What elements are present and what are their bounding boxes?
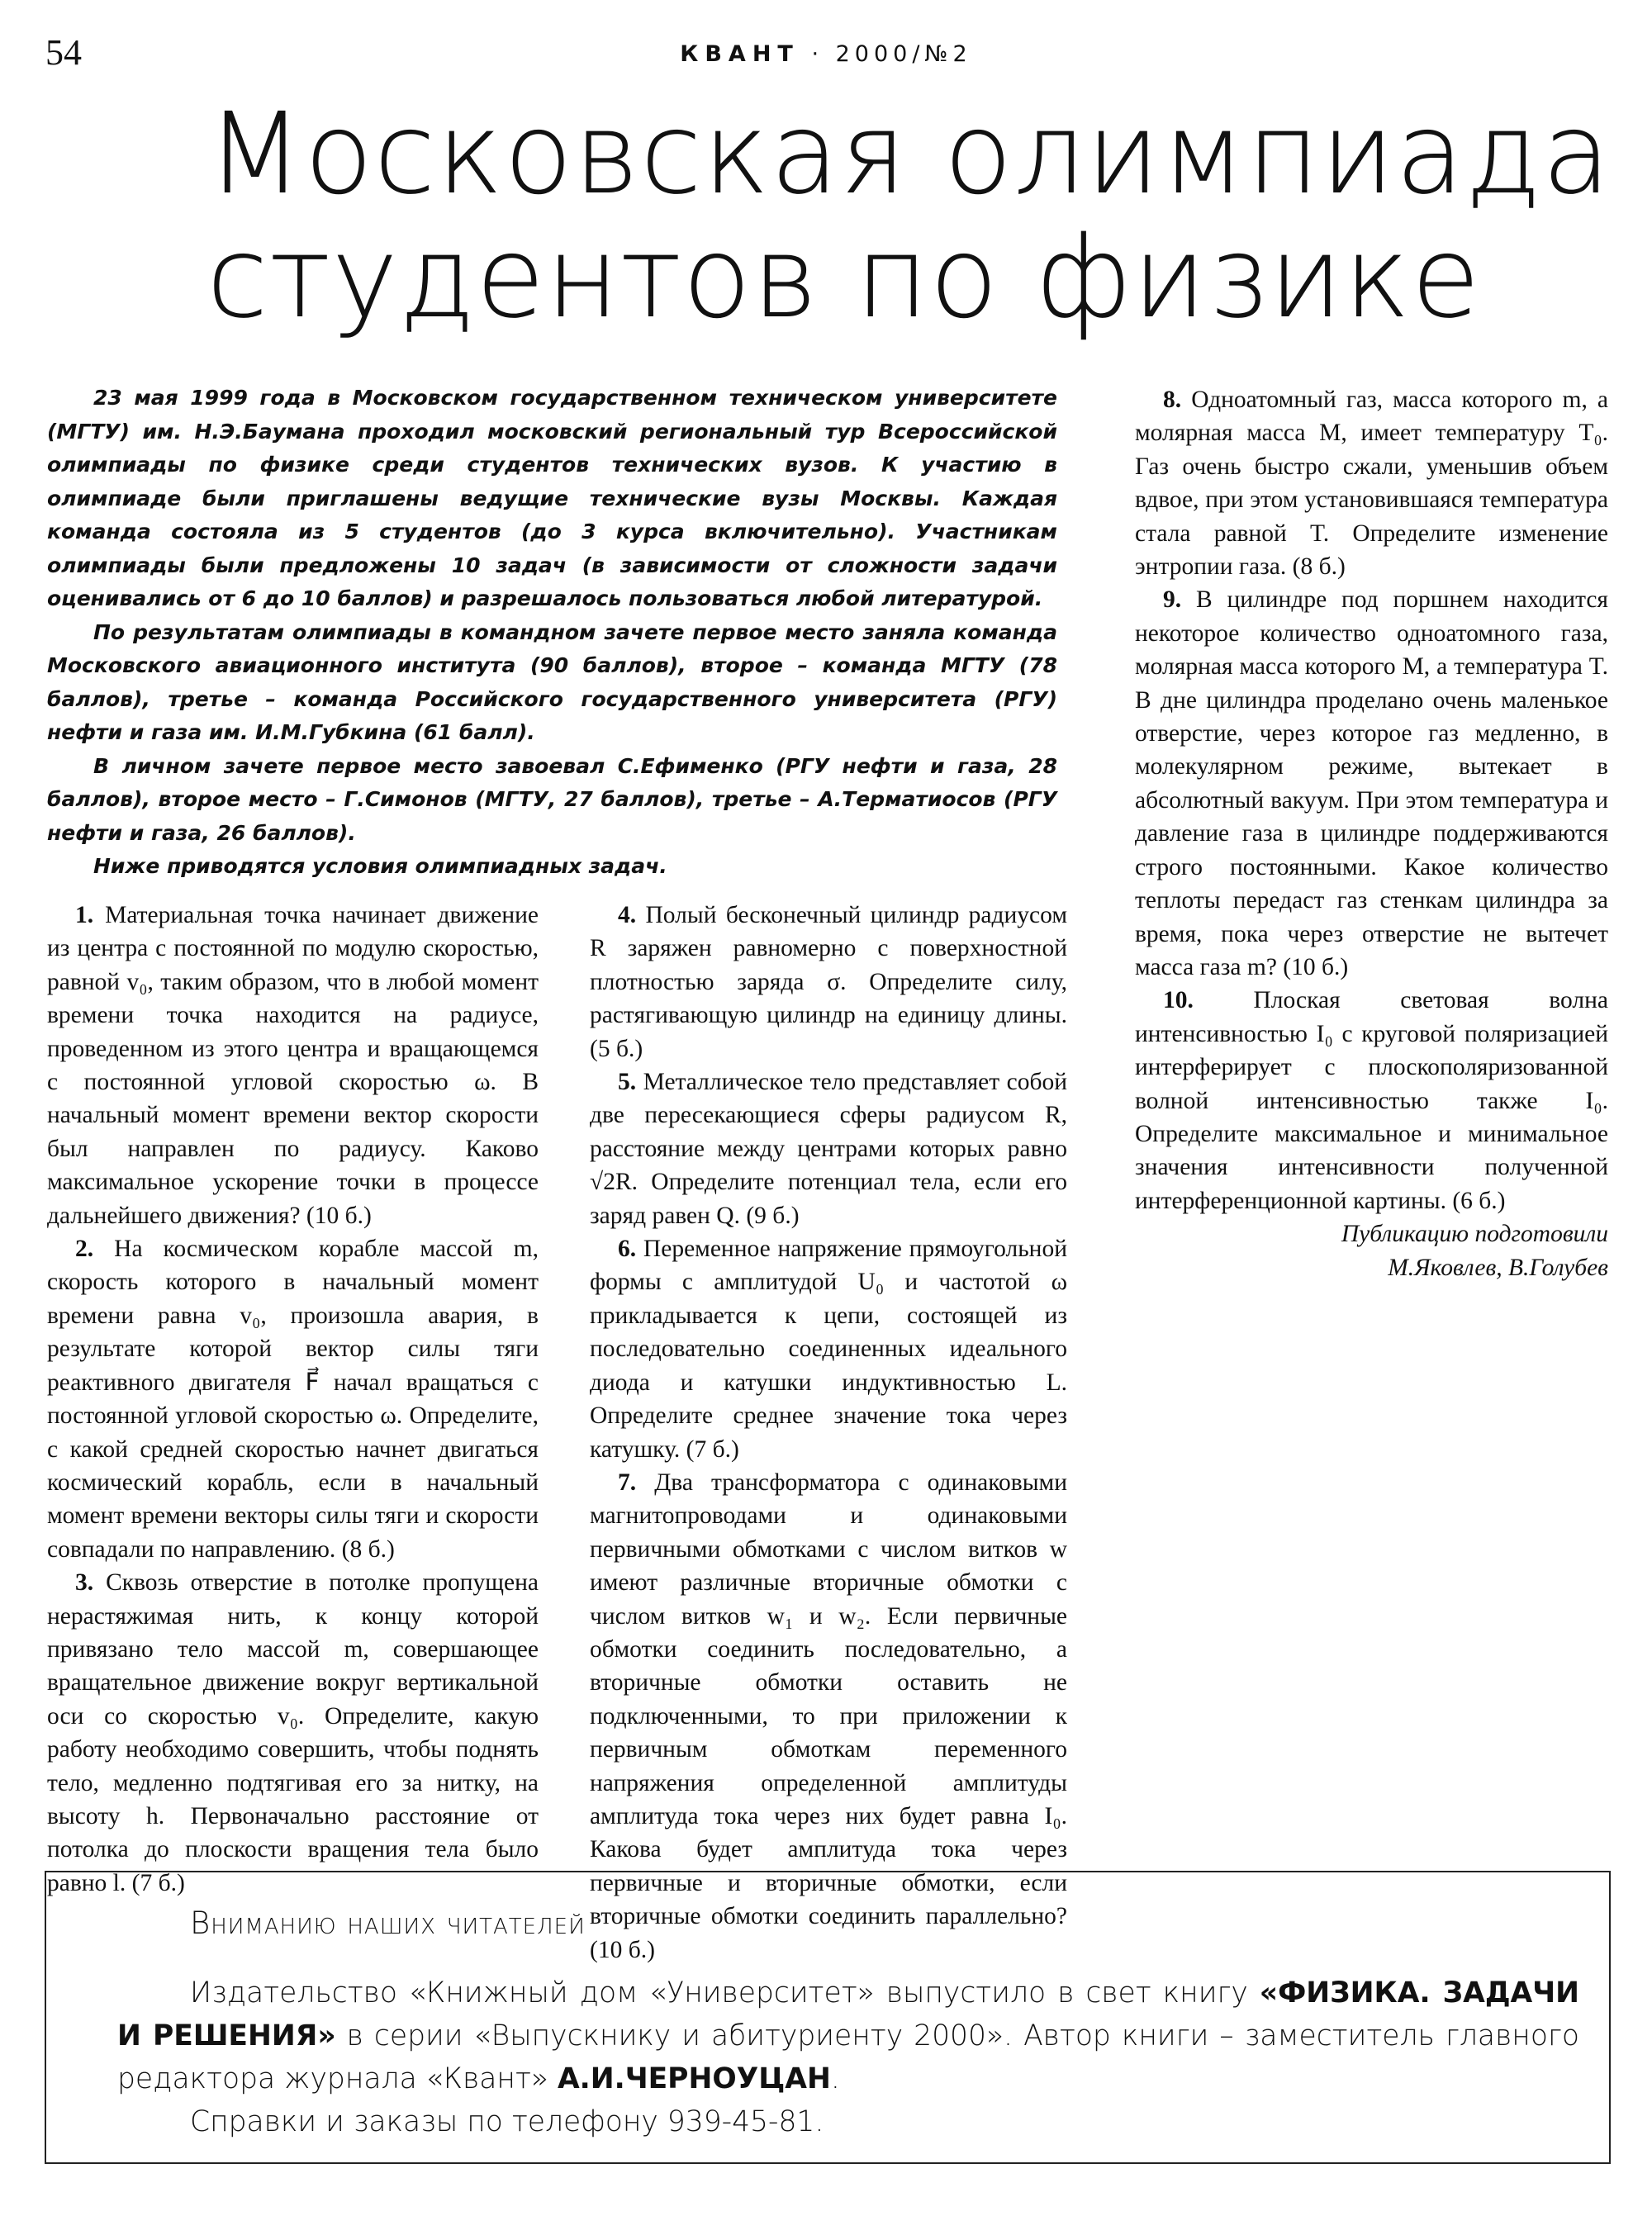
notice-text: в серии «Выпускнику и абитуриенту 2000». Автор книги – заместитель главного редактора журнала «Квант» <box>117 2019 1579 2095</box>
problem-text: Одноатомный газ, масса которого m, а молярная масса M, имеет температуру T₀. Газ очень быстро сжали, уменьшив объем вдвое, при этом установившаяся температура стала равной T. Определите изменение энтропии газа. (8 б.) <box>1135 387 1608 581</box>
article-intro <box>47 382 1057 884</box>
problem-number: 6. <box>618 1236 637 1263</box>
problem-text: Переменное напряжение прямоугольной формы с амплитудой U₀ и частотой ω прикладывается к цепи, состоящей из последовательно соединенных идеального диода и катушки индуктивностью L. Определите среднее значение тока через катушку. (7 б.) <box>590 1236 1068 1463</box>
problem-5 <box>590 1065 1067 1232</box>
problem-text: Металлическое тело представляет собой две пересекающиеся сферы радиусом R, расстояние между центрами которых равно √2R. Определите потенциал тела, если его заряд равен Q. (9 б.) <box>590 1069 1068 1229</box>
article-title <box>206 89 1612 344</box>
running-head-separator: · <box>811 41 824 67</box>
text-column-1 <box>47 899 539 1900</box>
text-column-2 <box>590 899 1067 1967</box>
problem-3 <box>47 1566 539 1900</box>
problem-9 <box>1135 583 1608 984</box>
credit-authors: М.Яковлев, В.Голубев <box>1388 1254 1608 1281</box>
problem-number: 7. <box>618 1469 637 1496</box>
notice-contact: Справки и заказы по телефону 939-45-81. <box>190 2105 824 2138</box>
intro-paragraph: Ниже приводятся условия олимпиадных задач. <box>93 854 667 878</box>
notice-paragraph <box>117 1972 1579 2100</box>
notice-text: . <box>830 2062 840 2095</box>
article-title-line-1: Московская олимпиада <box>206 89 1612 220</box>
problem-2 <box>47 1232 539 1566</box>
credit-line: Публикацию подготовили <box>1341 1221 1608 1248</box>
article-title-line-2: студентов по физике <box>206 213 1482 344</box>
problem-8 <box>1135 383 1608 583</box>
intro-paragraph: В личном зачете первое место завоевал С.Ефименко (РГУ нефти и газа, 28 баллов), второе место – Г.Симонов (МГТУ, 27 баллов), третье – А.Терматиосов (РГУ нефти и газа, 26 баллов). <box>47 753 1057 845</box>
notice-text: Издательство «Книжный дом «Университет» выпустило в свет книгу <box>190 1976 1260 2010</box>
problem-6 <box>590 1232 1067 1466</box>
intro-paragraph: 23 мая 1999 года в Московском государственном техническом университете (МГТУ) им. Н.Э.Баумана проходил московский региональный тур Всероссийской олимпиады по физике среди студентов технических вузов. К участию в олимпиаде были приглашены ведущие технические вузы Москвы. Каждая команда состояла из 5 студентов (до 3 курса включительно). Участникам олимпиады были предложены 10 задач (в зависимости от сложности задачи оценивались от 6 до 10 баллов) и разрешалось пользоваться любой литературой. <box>47 386 1057 610</box>
problem-text: Плоская световая волна интенсивностью I₀ с круговой поляризацией интерферирует с плоскополяризованной волной интенсивностью также I₀. Определите максимальное и минимальное значения интенсивности полученной интерференционной картины. (6 б.) <box>1135 987 1608 1214</box>
notice-heading: Вниманию наших читателей <box>190 1905 586 1941</box>
page-number: 54 <box>45 32 82 73</box>
problem-text: Сквозь отверстие в потолке пропущена нерастяжимая нить, к концу которой привязано тело массой m, совершающее вращательное движение вокруг вертикальной оси со скоростью v₀. Определите, какую работу необходимо совершить, чтобы поднять тело, медленно подтягивая его за нитку, на высоту h. Первоначально расстояние от потолка до плоскости вращения тела было равно l. (7 б.) <box>47 1569 539 1896</box>
reader-notice-box <box>45 1871 1611 2164</box>
issue-number: 2000/№2 <box>835 41 972 67</box>
problem-number: 1. <box>75 902 94 928</box>
magazine-name: КВАНТ <box>680 41 800 67</box>
problem-number: 2. <box>75 1236 94 1263</box>
problem-text: На космическом корабле массой m, скорость которого в начальный момент времени равна v₀, произошла авария, в результате которой вектор силы тяги реактивного двигателя F⃗ начал вращаться с постоянной угловой скоростью ω. Определите, с какой средней скоростью начнет двигаться космический корабль, если в начальный момент времени векторы силы тяги и скорости совпадали по направлению. (8 б.) <box>47 1236 539 1563</box>
book-title: «ФИЗИКА. ЗАДАЧИ И РЕШЕНИЯ» <box>117 1976 1579 2052</box>
problem-10 <box>1135 984 1608 1217</box>
problem-number: 5. <box>618 1069 637 1096</box>
problem-number: 4. <box>618 902 637 928</box>
problem-number: 3. <box>75 1569 94 1597</box>
problem-text: Полый бесконечный цилиндр радиусом R заряжен равномерно с поверхностной плотностью заряда σ. Определите силу, растягивающую цилиндр на единицу длины. (5 б.) <box>590 902 1068 1062</box>
problem-text: Два трансформатора с одинаковыми магнитопроводами и одинаковыми первичными обмотками с числом витков w имеют различные вторичные обмотки с числом витков w₁ и w₂. Если первичные обмотки соединить последовательно, а вторичные обмотки оставить не подключенными, то при приложении к первичным обмоткам переменного напряжения определенной амплитуды амплитуда тока через них будет равна I₀. Какова будет амплитуда тока через первичные и вторичные обмотки, если вторичные обмотки соединить параллельно? (10 б.) <box>590 1469 1067 1963</box>
problem-4 <box>590 899 1067 1065</box>
problem-text: Материальная точка начинает движение из центра с постоянной по модулю скоростью, равной v₀, таким образом, что в любой момент времени точка находится на радиусе, проведенном из этого центра и вращающемся с постоянной угловой скоростью ω. В начальный момент времени вектор скорости был направлен по радиусу. Каково максимальное ускорение точки в процессе дальнейшего движения? (10 б.) <box>47 902 539 1229</box>
notice-body <box>117 1972 1579 2143</box>
problem-number: 8. <box>1163 387 1182 413</box>
problem-number: 10. <box>1163 987 1194 1014</box>
problem-1 <box>47 899 539 1232</box>
problem-text: В цилиндре под поршнем находится некоторое количество одноатомного газа, молярная масса которого M, а температура T. В дне цилиндра проделано очень маленькое отверстие, через которое газ медленно, в молекулярном режиме, вытекает в абсолютный вакуум. При этом температура и давление газа в цилиндре поддерживаются строго постоянными. Какое количество теплоты передаст газ стенкам цилиндра за время, пока через отверстие не вытечет масса газа m? (10 б.) <box>1135 586 1609 980</box>
problem-number: 9. <box>1163 586 1182 614</box>
text-column-3 <box>1135 383 1608 1284</box>
running-head <box>0 41 1652 67</box>
book-author: А.И.ЧЕРНОУЦАН <box>557 2062 831 2095</box>
intro-paragraph: По результатам олимпиады в командном зачете первое место заняла команда Московского авиационного института (90 баллов), второе – команда МГТУ (78 баллов), третье – команда Российского государственного университета (РГУ) нефти и газа им. И.М.Губкина (61 балл). <box>47 619 1057 744</box>
